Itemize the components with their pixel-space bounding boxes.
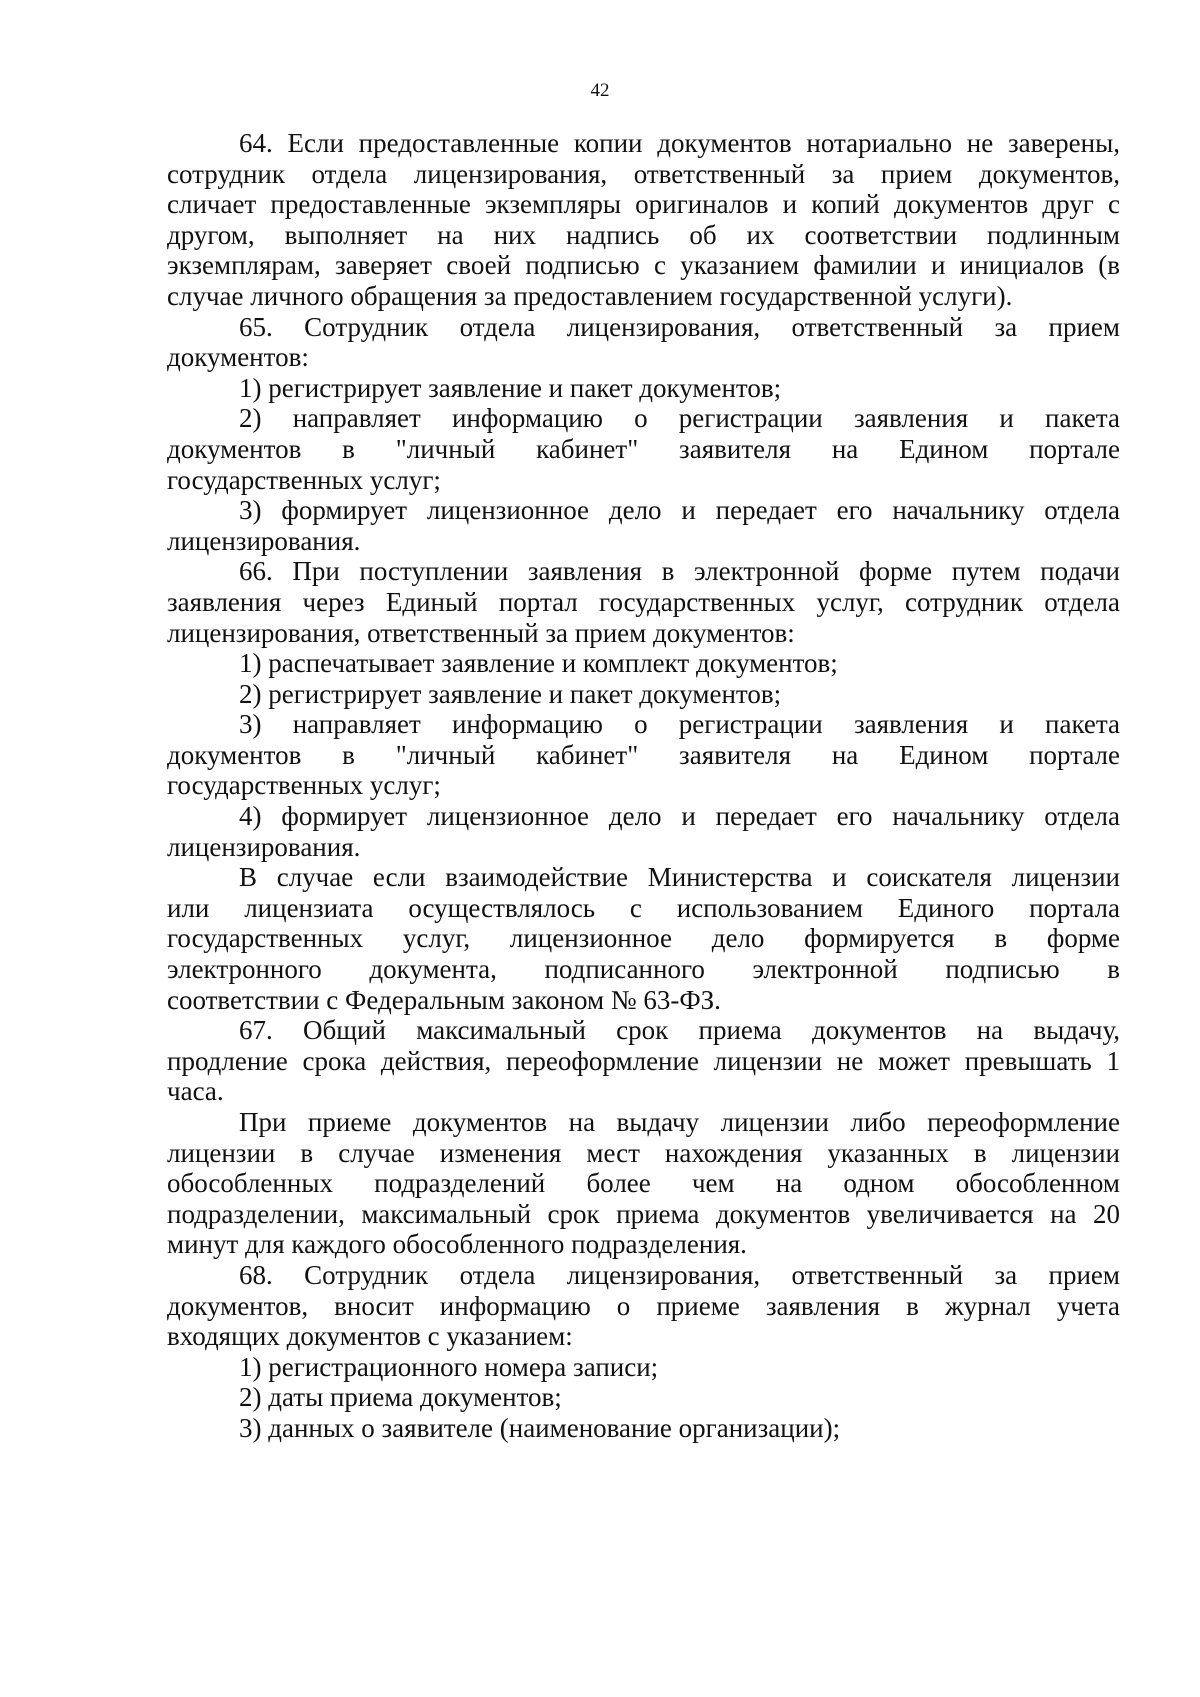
text-line: 66. При поступлении заявления в электронной форме путем подачи [239, 556, 1120, 587]
text-line: документов, вносит информацию о приеме заявления в журнал учета [167, 1290, 1120, 1321]
text-line: 2) регистрирует заявление и пакет документов; [239, 678, 782, 709]
text-line: государственных услуг; [167, 770, 441, 801]
text-line: входящих документов с указанием: [167, 1321, 573, 1352]
text-line: случае личного обращения за предоставлением государственной услуги). [167, 280, 1013, 311]
text-line: лицензирования. [167, 525, 361, 556]
text-line: лицензирования, ответственный за прием документов: [167, 617, 795, 648]
text-line: 2) даты приема документов; [239, 1382, 562, 1413]
text-line: документов: [167, 342, 309, 373]
text-line: 68. Сотрудник отдела лицензирования, ответственный за прием [239, 1259, 1120, 1290]
text-line: государственных услуг, лицензионное дело формируется в форме [167, 923, 1120, 954]
text-line: 64. Если предоставленные копии документов нотариально не заверены, [239, 128, 1120, 158]
text-line: документов в "личный кабинет" заявителя на Едином портале [167, 433, 1120, 464]
page-number: 42 [590, 80, 610, 101]
text-line: 3) формирует лицензионное дело и передает его начальнику отдела [239, 495, 1120, 526]
text-line: лицензии в случае изменения мест нахождения указанных в лицензии [167, 1137, 1120, 1168]
text-line: При приеме документов на выдачу лицензии либо переоформление [239, 1107, 1120, 1137]
text-line: часа. [167, 1076, 224, 1107]
text-line: сличает предоставленные экземпляры оригиналов и копий документов друг с [167, 189, 1120, 220]
text-line: заявления через Единый портал государственных услуг, сотрудник отдела [167, 586, 1120, 617]
text-line: или лицензиата осуществлялось с использованием Единого портала [167, 892, 1120, 923]
text-line: электронного документа, подписанного электронной подписью в [167, 954, 1120, 985]
text-line: другом, выполняет на них надпись об их соответствии подлинным [167, 219, 1120, 250]
text-line: 65. Сотрудник отдела лицензирования, ответственный за прием [239, 311, 1120, 342]
document-body [167, 128, 1120, 1444]
text-line: 1) регистрационного номера записи; [239, 1351, 659, 1382]
text-line: экземплярам, заверяет своей подписью с указанием фамилии и инициалов (в [167, 250, 1120, 281]
text-line: 3) данных о заявителе (наименование организации); [239, 1412, 841, 1443]
text-line: 3) направляет информацию о регистрации заявления и пакета [239, 709, 1120, 740]
text-line: В случае если взаимодействие Министерства и соискателя лицензии [239, 862, 1120, 893]
text-line: 2) направляет информацию о регистрации заявления и пакета [239, 403, 1120, 434]
text-line: лицензирования. [167, 831, 361, 862]
text-line: подразделении, максимальный срок приема документов увеличивается на 20 [167, 1198, 1120, 1229]
text-line: продление срока действия, переоформление лицензии не может превышать 1 [167, 1045, 1120, 1076]
text-line: 67. Общий максимальный срок приема документов на выдачу, [239, 1015, 1120, 1046]
text-line: соответствии с Федеральным законом № 63-ФЗ. [167, 984, 721, 1015]
text-line: документов в "личный кабинет" заявителя на Едином портале [167, 739, 1120, 770]
text-line: 1) регистрирует заявление и пакет документов; [239, 372, 782, 403]
text-line: 1) распечатывает заявление и комплект документов; [239, 648, 838, 679]
text-line: 4) формирует лицензионное дело и передает его начальнику отдела [239, 801, 1120, 832]
text-line: государственных услуг; [167, 464, 441, 495]
text-line: сотрудник отдела лицензирования, ответственный за прием документов, [167, 158, 1120, 189]
text-line: минут для каждого обособленного подразделения. [167, 1229, 747, 1260]
text-line: обособленных подразделений более чем на одном обособленном [167, 1168, 1120, 1199]
